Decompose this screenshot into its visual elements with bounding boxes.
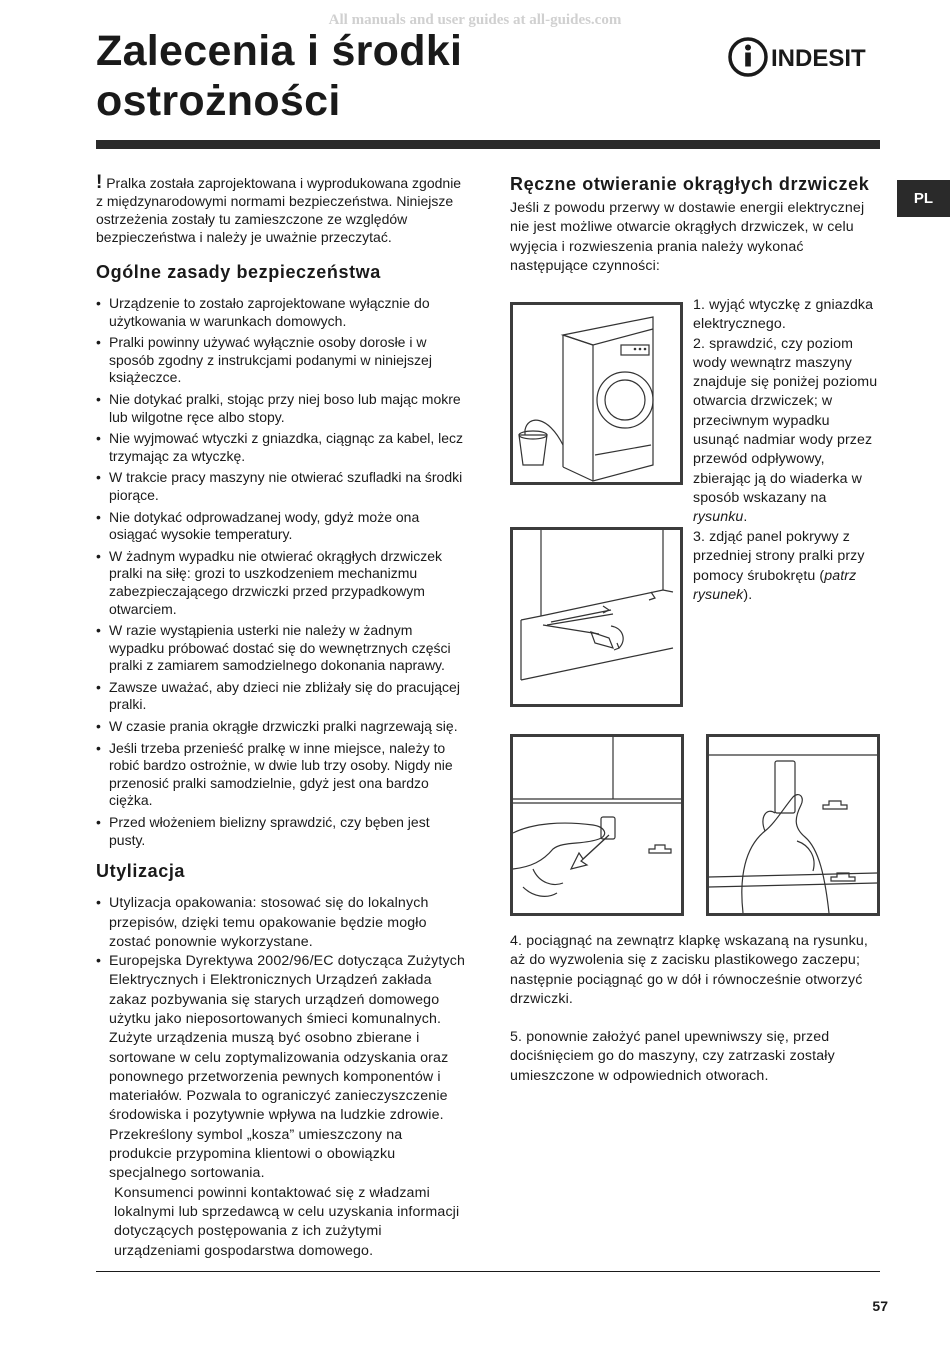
- step-3-text: [693, 528, 880, 605]
- step-3-text-c: ).: [743, 586, 753, 603]
- figure-hold-tab: [706, 734, 880, 916]
- step-1: 1. wyjąć wtyczkę z gniazdka elektrycznego.: [693, 297, 874, 333]
- list-item: • W czasie prania okrągłe drzwiczki pralki nagrzewają się.: [96, 718, 466, 736]
- figure-remove-panel: [510, 527, 683, 707]
- list-item: • W razie wystąpienia usterki nie należy w żadnym wypadku próbować dostać się do wewnętrznych części pralki z zamiarem samodzielnego dokonania naprawy.: [96, 622, 466, 675]
- footer-rule: [96, 1271, 880, 1272]
- brand-logo-icon: [727, 36, 882, 78]
- language-tab: PL: [897, 180, 950, 217]
- step-2-text-b: rysunku: [693, 509, 744, 526]
- list-item: • Jeśli trzeba przenieść pralkę w inne miejsce, należy to robić bardzo ostrożnie, w dwie lub trzy osoby. Nigdy nie przenosić pralki samodzielnie, gdyż jest ona bardzo ciężka.: [96, 740, 466, 810]
- step-2-text-c: .: [743, 509, 748, 526]
- list-item: • Europejska Dyrektywa 2002/96/EC dotycząca Zużytych Elektrycznych i Elektronicznych Urządzeń zakłada zakaz pozbywania się starych urządzeń domowego użytku jako nieposortowanych śmieci komunalnych. Zużyte urządzenia muszą być osobno zbierane i sortowane w celu zoptymalizowania odzyskania oraz ponownego przetworzenia pewnych komponentów i materiałów. Pozwala to ograniczyć zanieczyszczenie środowiska i pozytywnie wpływa na ludzkie zdrowie. Przekreślony symbol „kosza” umieszczony na produkcie przypomina klientowi o obowiązku specjalnego sortowania.: [96, 952, 466, 1184]
- disposal-heading: Utylizacja: [96, 861, 186, 882]
- list-item: • Urządzenie to zostało zaprojektowane wyłącznie do użytkowania w warunkach domowych.: [96, 295, 466, 330]
- manual-door-intro: Jeśli z powodu przerwy w dostawie energii elektrycznej nie jest możliwe otwarcie okrągłych drzwiczek, w celu wyjęcia i rozwieszenia prania należy wykonać następujące czynności:: [510, 200, 865, 274]
- step-2: [693, 335, 880, 528]
- step-1-2-text: [693, 296, 880, 528]
- page-number: 57: [872, 1298, 888, 1314]
- list-item: • W żadnym wypadku nie otwierać okrągłych drzwiczek pralki na siłę: grozi to uszkodzeniem mechanizmu zabezpieczającego drzwiczki przed przypadkowym otwarciem.: [96, 548, 466, 618]
- safety-heading: Ogólne zasady bezpieczeństwa: [96, 262, 381, 282]
- safety-list: [96, 295, 466, 849]
- list-item: • Utylizacja opakowania: stosować się do lokalnych przepisów, dzięki temu opakowanie będzie mogło zostać ponownie wykorzystane.: [96, 894, 466, 952]
- disposal-note: Konsumenci powinni kontaktować się z władzami lokalnymi lub sprzedawcą w celu uzyskania informacji dotyczących postępowania z ich zużytymi urządzeniami gospodarstwa domowego.: [114, 1184, 460, 1259]
- screwdriver-panel-icon: [513, 530, 680, 704]
- intro-paragraph: [96, 174, 466, 246]
- list-item: • W trakcie pracy maszyny nie otwierać szufladki na środki piorące.: [96, 469, 466, 504]
- step-2-text-a: 2. sprawdzić, czy poziom wody wewnątrz maszyny znajduje się poniżej poziomu otwarcia drzwiczek; w przeciwnym wypadku usunąć nadmiar wody przez przewód odpływowy, zbierając ją do wiaderka w sposób wskazany na: [693, 335, 878, 506]
- step-4: 4. pociągnąć na zewnątrz klapkę wskazaną na rysunku, aż do wyzwolenia się z zacisku plastikowego zaczepu; następnie pociągnąć go w dół i równocześnie otworzyć drzwiczki.: [510, 933, 868, 1007]
- brand-name: INDESIT: [771, 45, 866, 72]
- hand-pull-tab-icon: [513, 737, 681, 913]
- list-item: • Pralki powinny używać wyłącznie osoby dorosłe i w sposób zgodny z instrukcjami podanymi w niniejszej książeczce.: [96, 334, 466, 387]
- header-rule: [96, 140, 880, 149]
- title-line-2: ostrożności: [96, 77, 341, 125]
- step-3-text-a: 3. zdjąć panel pokrywy z przedniej strony pralki przy pomocy śrubokrętu (: [693, 529, 865, 584]
- list-item: • Nie dotykać pralki, stojąc przy niej boso lub mając mokre lub wilgotne ręce albo stopy.: [96, 391, 466, 426]
- page-title: [96, 26, 462, 126]
- figure-drain-water: [510, 302, 683, 485]
- manual-door-heading: Ręczne otwieranie okrągłych drzwiczek: [510, 174, 870, 194]
- list-item: • Nie wyjmować wtyczki z gniazdka, ciągnąc za kabel, lecz trzymając za wtyczkę.: [96, 430, 466, 465]
- step-5: 5. ponownie założyć panel upewniwszy się, przed dociśnięciem go do maszyny, czy zatrzaski zostały umieszczone w odpowiednich otworach.: [510, 1029, 835, 1084]
- list-item: • Przed włożeniem bielizny sprawdzić, czy bęben jest pusty.: [96, 814, 466, 849]
- figure-pull-tab: [510, 734, 684, 916]
- intro-text: Pralka została zaprojektowana i wyprodukowana zgodnie z międzynarodowymi normami bezpieczeństwa. Niniejsze ostrzeżenia zostały tu zamieszczone ze względów bezpieczeństwa i należy je uważnie przeczytać.: [96, 175, 462, 245]
- list-item: • Zawsze uważać, aby dzieci nie zbliżały się do pracującej pralki.: [96, 679, 466, 714]
- step-3-text-b: patrz rysunek: [693, 567, 857, 603]
- right-column: [510, 174, 880, 276]
- brand-logo: [727, 36, 882, 78]
- left-column: [96, 174, 466, 1261]
- steps-4-5: [510, 932, 880, 1086]
- title-line-1: Zalecenia i środki: [96, 27, 463, 75]
- step-3: [693, 528, 880, 605]
- hand-hold-tab-icon: [709, 737, 877, 913]
- washing-machine-drain-icon: [513, 305, 680, 482]
- watermark: All manuals and user guides at all-guides.com: [328, 12, 622, 28]
- list-item: • Nie dotykać odprowadzanej wody, gdyż może ona osiągać wysokie temperatury.: [96, 509, 466, 544]
- warning-mark: !: [96, 172, 103, 193]
- disposal-list: [96, 894, 466, 1183]
